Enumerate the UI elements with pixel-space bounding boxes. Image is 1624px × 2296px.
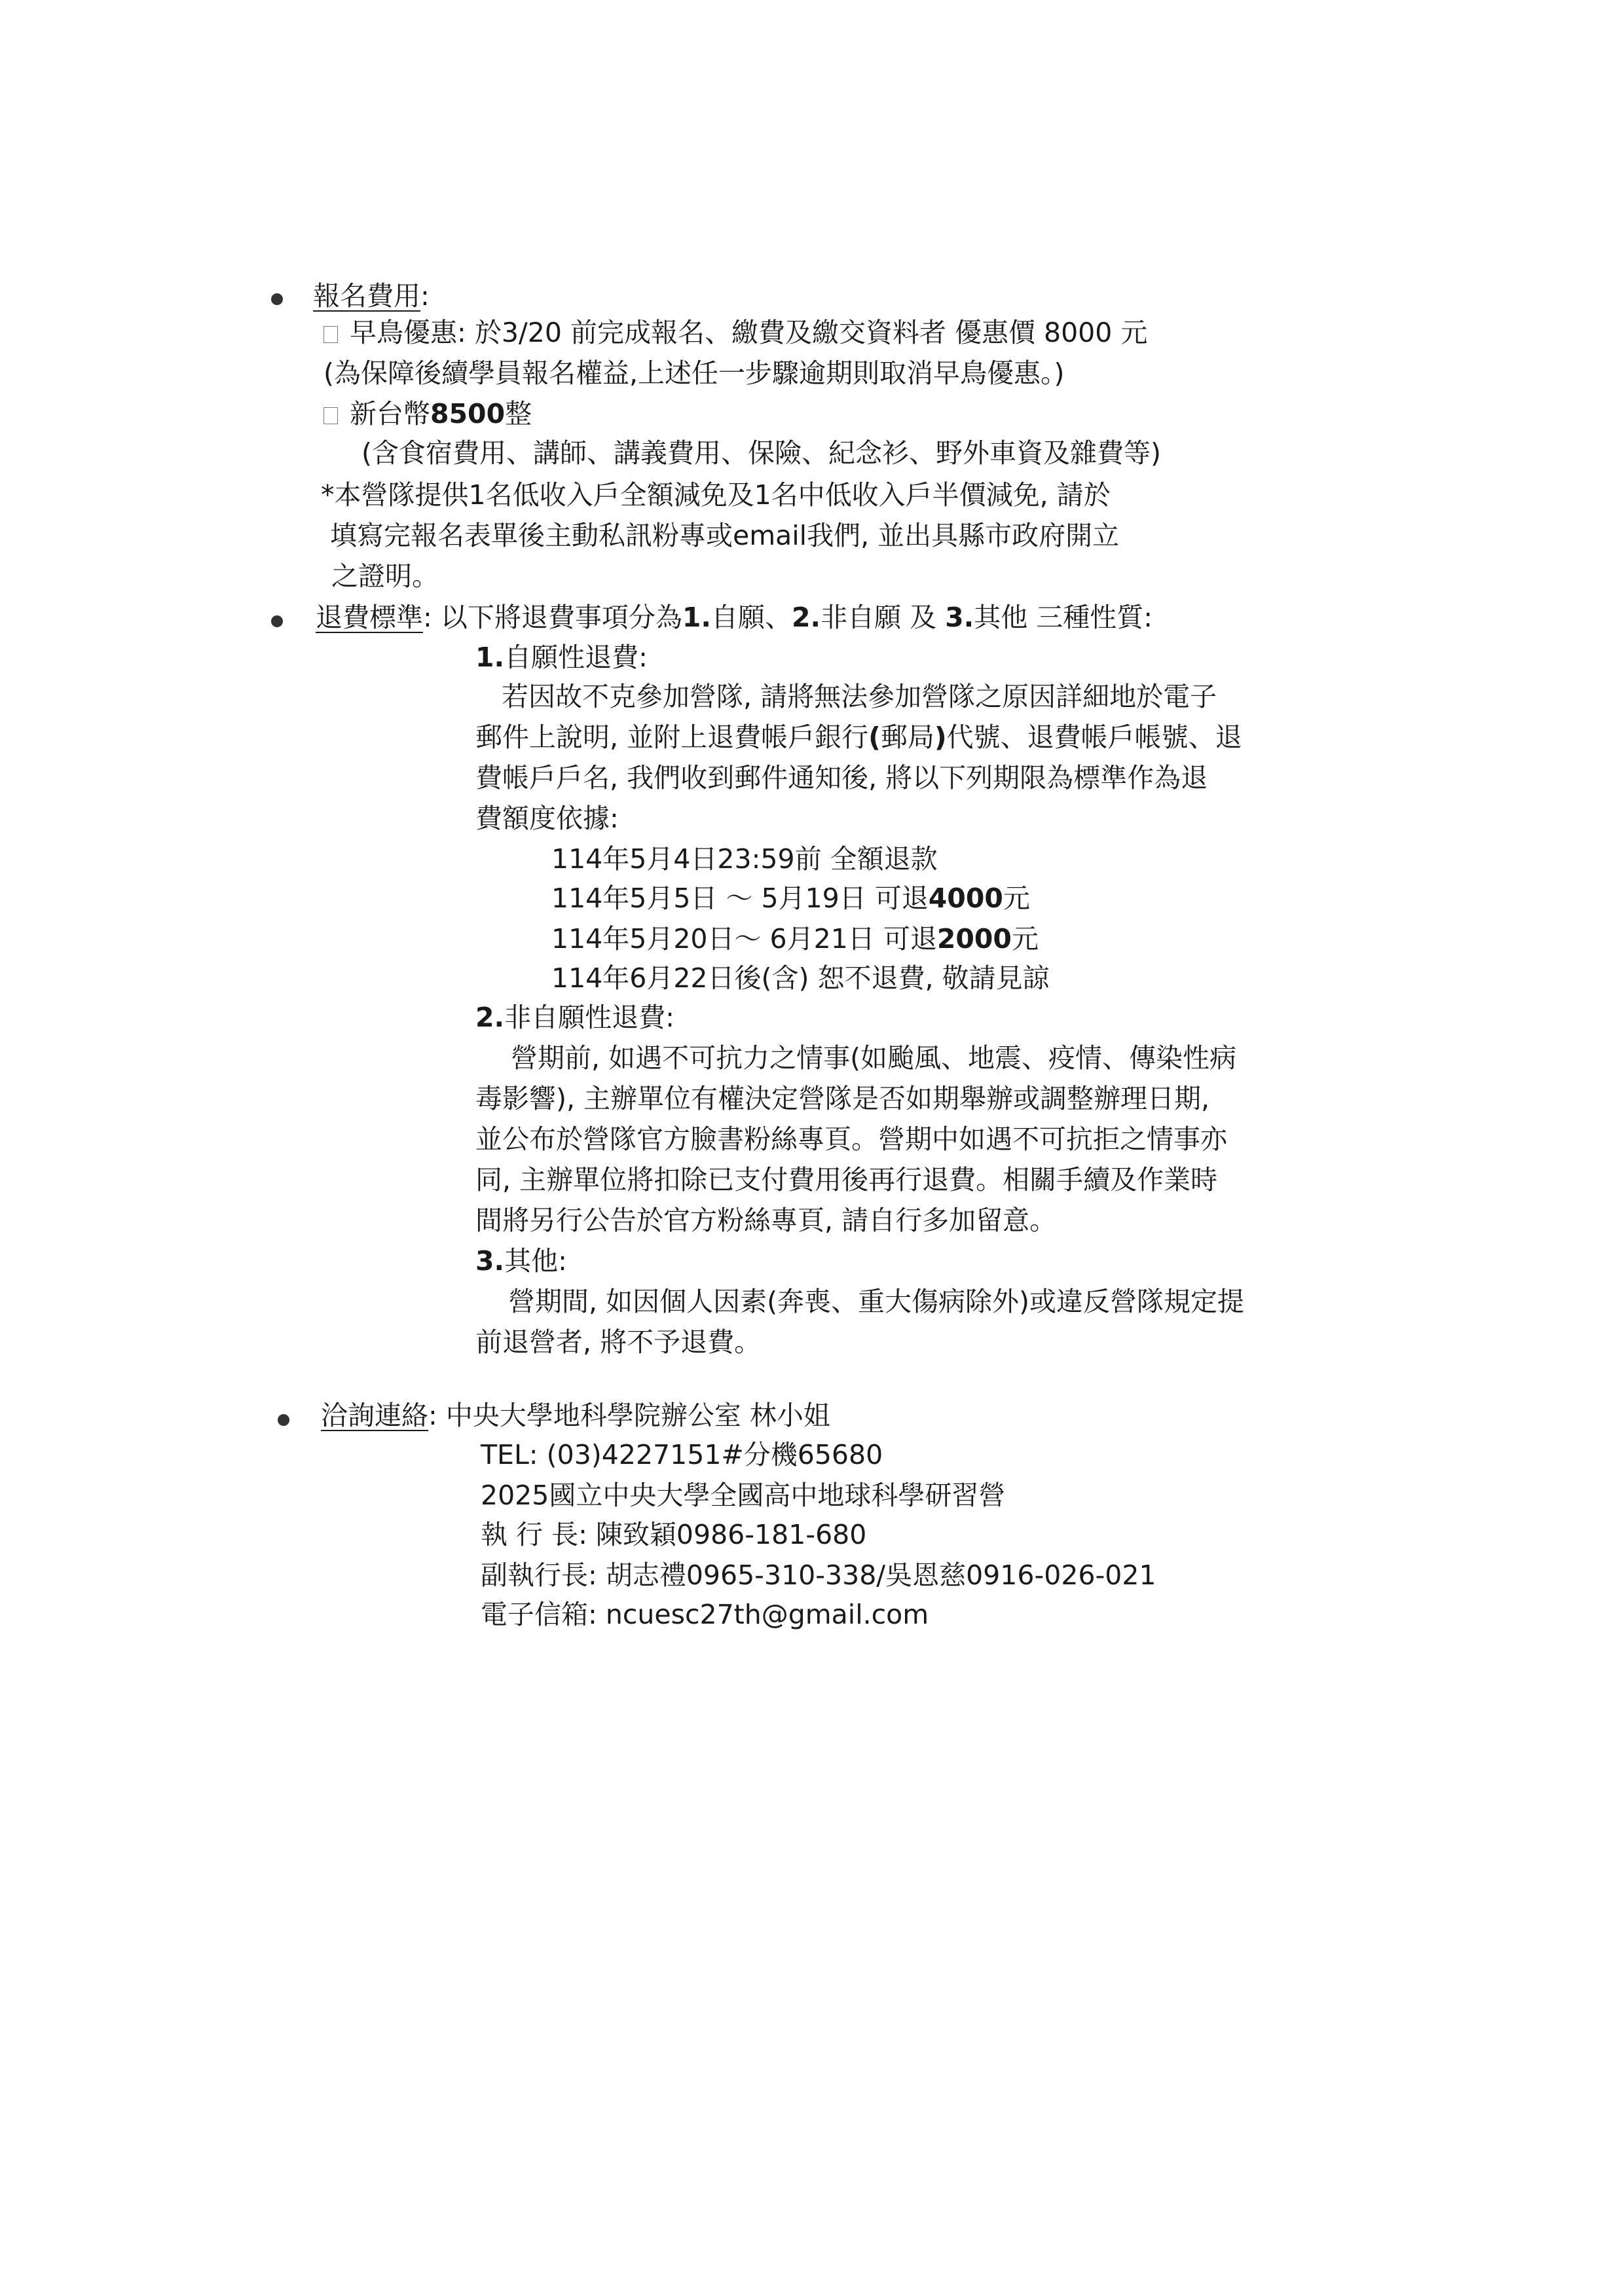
s2-para-1: 營期前, 如遇不可抗力之情事(如颱風、地震、疫情、傳染性病 <box>511 1042 1237 1074</box>
s2-title-line <box>475 999 674 1036</box>
s3-num: 3. <box>475 1245 505 1277</box>
tier-2c: 元 <box>1003 883 1030 914</box>
refund-intro-c: 非自願 及 <box>821 602 946 633</box>
tier-2b: 4000 <box>928 883 1003 914</box>
s3-para-2: 前退營者, 將不予退費。 <box>475 1326 762 1358</box>
s1-para-3: 費帳戶戶名, 我們收到郵件通知後, 將以下列期限為標準作為退 <box>475 762 1208 793</box>
contact-heading-line <box>321 1397 830 1434</box>
s1-title: 自願性退費: <box>504 642 648 673</box>
contact-office: : 中央大學地科學院辦公室 林小姐 <box>428 1400 830 1431</box>
fee-heading: 報名費用 <box>313 280 420 312</box>
s2-num: 2. <box>475 1002 505 1033</box>
refund-intro-d: 其他 三種性質: <box>974 602 1153 633</box>
regular-prefix: 新台幣 <box>350 398 430 429</box>
waiver-line-2: 填寫完報名表單後主動私訊粉專或email我們, 並出具縣市政府開立 <box>330 520 1120 551</box>
tier-3b: 2000 <box>936 923 1012 955</box>
refund-tier-2 <box>551 880 1030 917</box>
early-bird-note: (為保障後續學員報名權益,上述任一步驟逾期則取消早鳥優惠。) <box>323 357 1065 389</box>
contact-tel: TEL: (03)4227151#分機65680 <box>481 1439 883 1470</box>
refund-intro-n2: 2. <box>791 602 821 633</box>
s1-para-4: 費額度依據: <box>475 803 619 834</box>
contact-vice: 副執行長: 胡志禮0965-310-338/吳恩慈0916-026-021 <box>481 1559 1156 1591</box>
contact-email: 電子信箱: ncuesc27th@gmail.com <box>481 1599 929 1630</box>
s1-para-2d: ) <box>934 721 947 753</box>
s1-num: 1. <box>475 642 505 673</box>
checkbox-icon <box>323 326 338 343</box>
s2-para-2: 毒影響), 主辦單位有權決定營隊是否如期舉辦或調整辦理日期, <box>475 1083 1210 1114</box>
contact-heading: 洽詢連絡 <box>321 1400 428 1431</box>
refund-intro-b: 自願、 <box>710 602 792 633</box>
s1-para-1: 若因故不克參加營隊, 請將無法參加營隊之原因詳細地於電子 <box>502 681 1217 712</box>
s1-para-2c: 郵局 <box>880 721 934 753</box>
s2-para-3: 並公布於營隊官方臉書粉絲專頁。營期中如遇不可抗拒之情事亦 <box>475 1123 1227 1155</box>
checkbox-icon <box>323 407 338 424</box>
early-bird-line <box>323 314 1147 351</box>
contact-camp: 2025國立中央大學全國高中地球科學研習營 <box>481 1480 1006 1511</box>
fee-includes: (含食宿費用、講師、講義費用、保險、紀念衫、野外車資及雜費等) <box>361 437 1161 469</box>
bullet-contact <box>278 1414 289 1426</box>
s3-para-1: 營期間, 如因個人因素(奔喪、重大傷病除外)或違反營隊規定提 <box>508 1286 1245 1317</box>
regular-suffix: 整 <box>505 398 532 429</box>
tier-2a: 114年5月5日 ～ 5月19日 可退 <box>551 883 929 914</box>
refund-tier-4: 114年6月22日後(含) 恕不退費, 敬請見諒 <box>551 962 1050 994</box>
refund-tier-1: 114年5月4日23:59前 全額退款 <box>551 843 938 875</box>
s1-para-2a: 郵件上說明, 並附上退費帳戶銀行 <box>475 721 869 753</box>
tier-3c: 元 <box>1011 923 1039 955</box>
s1-title-line <box>475 639 648 676</box>
fee-heading-colon: : <box>420 280 430 312</box>
refund-intro-n3: 3. <box>945 602 974 633</box>
regular-price-line <box>323 395 532 432</box>
refund-heading: 退費標準 <box>316 602 423 633</box>
s1-para-2 <box>475 719 1242 756</box>
refund-heading-line <box>316 599 1153 636</box>
s3-title: 其他: <box>504 1245 567 1277</box>
refund-intro-a: : 以下將退費事項分為 <box>423 602 682 633</box>
contact-exec: 執 行 長: 陳致穎0986-181-680 <box>481 1519 867 1550</box>
bullet-fee <box>271 293 283 305</box>
s3-title-line <box>475 1243 567 1279</box>
waiver-line-3: 之證明。 <box>331 560 439 592</box>
refund-tier-3 <box>551 920 1039 957</box>
s2-para-5: 間將另行公告於官方粉絲專頁, 請自行多加留意。 <box>475 1205 1057 1236</box>
refund-intro-n1: 1. <box>682 602 711 633</box>
s2-para-4: 同, 主辦單位將扣除已支付費用後再行退費。相關手續及作業時 <box>475 1164 1218 1195</box>
s2-title: 非自願性退費: <box>504 1002 674 1033</box>
fee-heading-line <box>313 278 430 314</box>
s1-para-2b: ( <box>868 721 881 753</box>
early-bird-text: 早鳥優惠: 於3/20 前完成報名、繳費及繳交資料者 優惠價 8000 元 <box>350 317 1148 348</box>
waiver-line-1: *本營隊提供1名低收入戶全額減免及1名中低收入戶半價減免, 請於 <box>321 479 1111 511</box>
tier-3a: 114年5月20日～ 6月21日 可退 <box>551 923 937 955</box>
s1-para-2e: 代號、退費帳戶帳號、退 <box>946 721 1242 753</box>
bullet-refund <box>271 615 283 627</box>
regular-amount: 8500 <box>430 398 506 429</box>
